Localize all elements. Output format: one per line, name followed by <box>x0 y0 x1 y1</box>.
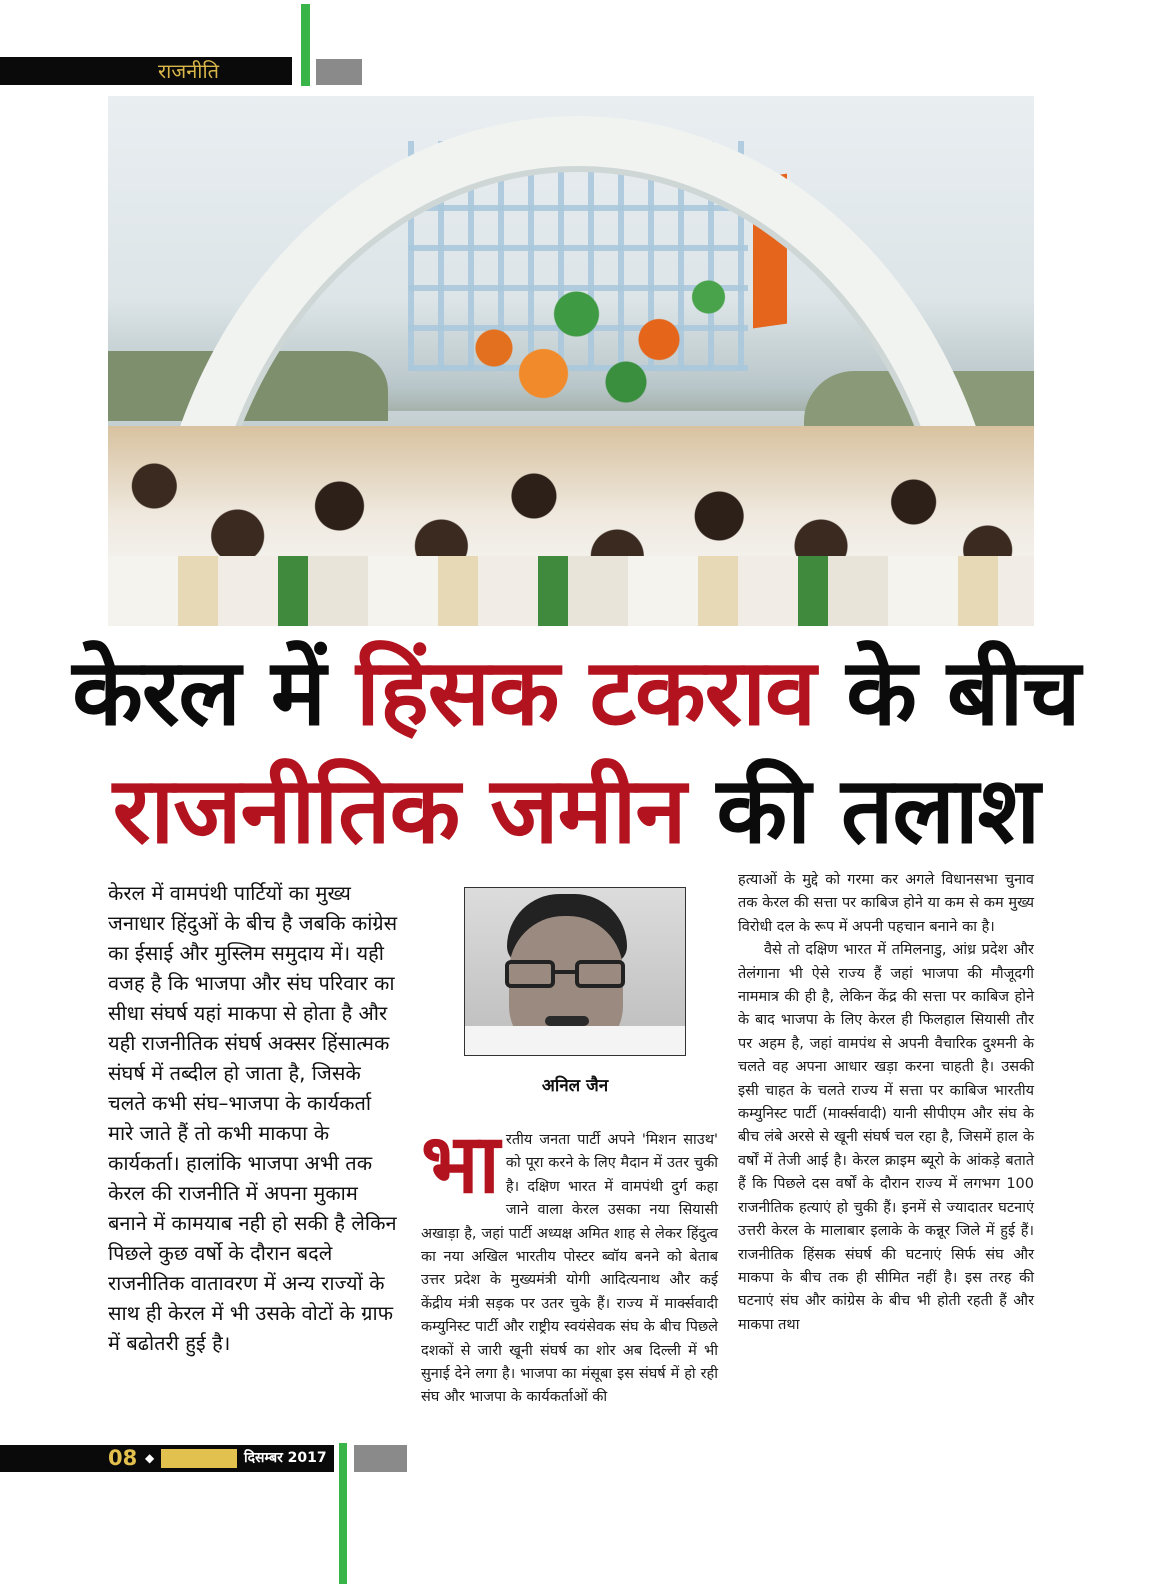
green-rule-bottom <box>339 1443 347 1584</box>
headline-part: की तलाश <box>685 757 1040 864</box>
headline-line-1 <box>0 634 1152 752</box>
author-photo <box>464 887 686 1056</box>
section-label: राजनीति <box>158 59 220 83</box>
gray-block-bottom <box>354 1445 407 1472</box>
page-number: 08 <box>108 1446 138 1470</box>
summary-intro: केरल में वामपंथी पार्टियों का मुख्य जनाधार हिंदुओं के बीच है जबकि कांग्रेस का ईसाई और मुस्लिम समुदाय में। यही वजह है कि भाजपा और संघ परिवार का सीधा संघर्ष यहां माकपा से होता है और यही राजनीतिक संघर्ष अक्सर हिंसात्मक संघर्ष में तब्दील हो जाता है, जिसके चलते कभी संघ–भाजपा के कार्यकर्ता मारे जाते हैं तो कभी माकपा के कार्यकर्ता। हालांकि भाजपा अभी तक केरल की राजनीति में अपना मुकाम बनाने में कामयाब नही हो सकी है लेकिन पिछले कुछ वर्षो के दौरान बदले राजनीतिक वातावरण में अन्य राज्यों के साथ ही केरल में भी उसके वोटों के ग्राफ में बढोतरी हुई है। <box>108 881 398 1355</box>
green-rule-top <box>301 4 310 86</box>
headline-part: केरल में <box>72 639 357 746</box>
photo-crowd-front <box>108 556 1034 626</box>
article-paragraph: हत्याओं के मुद्दे को गरमा कर अगले विधानसभा चुनाव तक केरल की सत्ता पर काबिज होने या कम से कम मुख्य विरोधी दल के रूप में अपनी पहचान बनाने का है। <box>738 872 1034 935</box>
article-text: रतीय जनता पार्टी अपने 'मिशन साउथ' को पूरा करने के लिए मैदान में उतर चुकी है। दक्षिण भारत में वामपंथी दुर्ग कहा जाने वाला केरल उसका नया सियासी अखाड़ा है, जहां पार्टी अध्यक्ष अमित शाह से लेकर हिंदुत्व का नया अखिल भारतीय पोस्टर ब्वॉय बनने को बेताब उत्तर प्रदेश के मुख्यमंत्री योगी आदित्यनाथ और कई केंद्रीय मंत्री सड़क पर उतर चुके हैं। राज्य में मार्क्सवादी कम्युनिस्ट पार्टी और राष्ट्रीय स्वयंसेवक संघ के बीच पिछले दशकों से जारी खूनी संघर्ष का शोर अब दिल्ली में भी सुनाई देने लगा है। भाजपा का मंसूबा इस संघर्ष में हो रही संघ और भाजपा के कार्यकर्ताओं की <box>421 1132 718 1406</box>
author-name: अनिल जैन <box>541 1076 609 1096</box>
author-shirt <box>465 1026 686 1056</box>
issue-date: दिसम्बर 2017 <box>244 1450 327 1466</box>
article-column-right <box>738 869 1034 1337</box>
magazine-logo <box>161 1449 237 1468</box>
article-paragraph: वैसे तो दक्षिण भारत में तमिलनाडु, आंध्र प्रदेश और तेलंगाना भी ऐसे राज्य हैं जहां भाजपा की मौजूदगी नाममात्र की ही है, लेकिन केंद्र की सत्ता पर काबिज होने के बाद भाजपा के लिए केरल ही फिलहाल सियासी तौर पर अहम है, जहां वामपंथ से अपनी वैचारिक दुश्मनी के चलते वह अपना आधार खड़ा करना चाहती है। उसकी इसी चाहत के चलते राज्य में सत्ता पर काबिज भारतीय कम्युनिस्ट पार्टी (मार्क्सवादी) यानी सीपीएम और संघ के बीच लंबे अरसे से खूनी संघर्ष चल रहा है, जिसमें हाल के वर्षों में तेजी आई है। केरल क्राइम ब्यूरो के आंकड़े बताते हैं कि पिछले दस वर्षों के दौरान राज्य में लगभग 100 राजनीतिक हत्याएं हो चुकी हैं। इनमें से ज्यादातर घटनाएं उत्तरी केरल के मालाबार इलाके के कन्नूर जिले में हुई हैं। राजनीतिक हिंसक संघर्ष की घटनाएं सिर्फ संघ और माकपा के बीच तक ही सीमित नहीं है। इस तरह की घटनाएं संघ और कांग्रेस के बीच भी होती रहती हैं और माकपा तथा <box>738 942 1034 1333</box>
drop-cap: भा <box>421 1117 500 1212</box>
glasses-lens <box>505 960 555 988</box>
gray-block-top <box>316 59 362 85</box>
article-column-middle <box>421 1117 718 1410</box>
author-moustache <box>545 1016 589 1026</box>
bullet-icon: ◆ <box>145 1451 155 1465</box>
glasses-lens <box>575 960 625 988</box>
headline-part: के बीच <box>815 639 1080 746</box>
glasses-bridge <box>555 970 575 974</box>
section-bar <box>0 57 292 85</box>
author-glasses <box>505 960 629 990</box>
headline-line-2 <box>0 752 1152 870</box>
hero-photo <box>108 96 1034 626</box>
headline-highlight: राजनीतिक जमीन <box>112 757 686 864</box>
headline-highlight: हिंसक टकराव <box>356 639 816 746</box>
